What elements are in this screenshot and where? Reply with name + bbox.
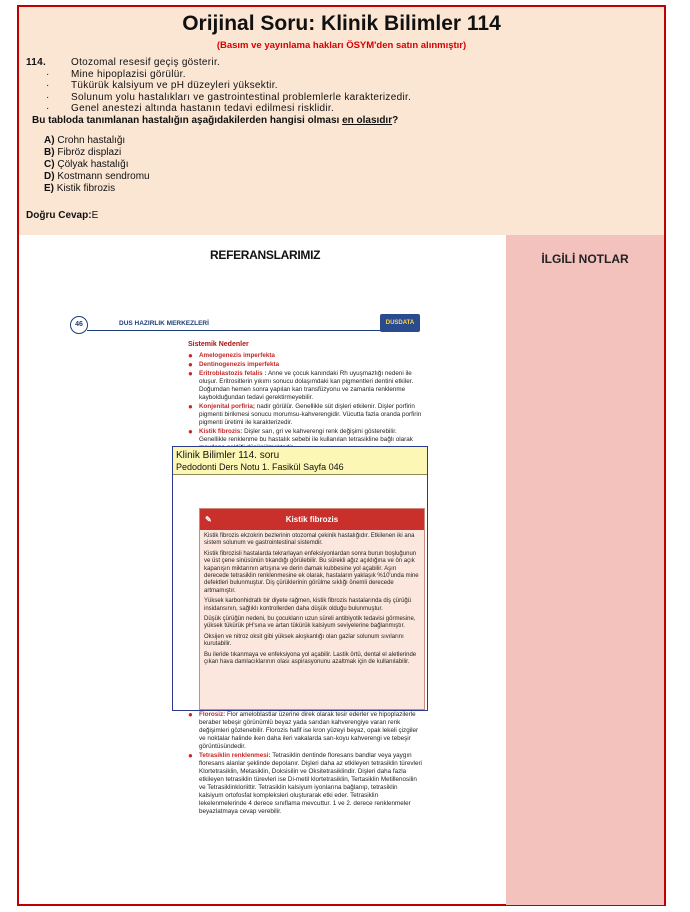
bullet-marker: · xyxy=(46,91,50,103)
notes-title: İLGİLİ NOTLAR xyxy=(541,252,629,266)
bullet-dot-icon: ● xyxy=(188,751,193,760)
bullet-dot-icon: ● xyxy=(188,710,193,719)
book-item: ● Konjenital porfiria; nadir görülür. Genellikle süt dişleri etkilenir. Dişler porfirin pigmenti birikmesi sonucu morumsu-kahverengidir. Vücutta fazla oranda porfirin pigmenti üretimi ile karakterizedir. xyxy=(188,402,422,426)
info-paragraph: Bu ileride tıkanmaya ve enfeksiyona yol açabilir. Lastik örtü, dental el aletlerinde çıkan hava damlacıklarının olası aspirasyonunu azaltmak için de kullanılabilir. xyxy=(204,651,417,666)
book-header: DUS HAZIRLIK MERKEZLERİ xyxy=(119,320,209,327)
bullet-marker: · xyxy=(46,68,50,80)
bullet-dot-icon: ● xyxy=(188,360,193,369)
bullet-text: Tükürük kalsiyum ve pH düzeyleri yüksektir. xyxy=(71,80,278,92)
reference-highlight-box xyxy=(172,446,428,711)
stem-end: ? xyxy=(392,114,399,126)
book-item: ● Kistik fibrozis: Dişler sarı, gri ve kahverengi renk değişimi gösterebilir. Genellikle renklenme bu hastalık sebebi ile kullanılan tetrasikline bağlı olarak xyxy=(188,427,413,443)
answer-value: E xyxy=(91,210,99,221)
info-paragraph: Yüksek karbonhidratlı bir diyete rağmen, kistik fibrozis hastalarında diş çürüğü insidansının, sağlıklı kontrollerden daha düşük olduğu bulunmuştur. xyxy=(204,598,412,612)
bullet-dot-icon: ● xyxy=(188,351,193,360)
bullet-text: Solunum yolu hastalıkları ve gastrointestinal problemlerle karakterizedir. xyxy=(71,91,412,103)
bullet-dot-icon: ● xyxy=(188,402,193,411)
book-item: ● Tetrasiklin renklenmesi: Tetrasiklin dentinde floresans bandlar veya yaygın floresans alanlar şeklinde depolanır. Dişleri daha az etkileyen tetrasiklin türevleri Klortetrasiklin, Metasiklin, Doksisilin ve Oksitetrasiklindir. Dişleri daha fazla etkileyen tetrasiklin türevleri ise Di-metil klortetrasiklin, Tertasiklin Metillenosilin ve Tetrasiklinkloriittir. Tetrasiklin kalsiyum iyonlarına bağlanıp, tetrasiklin kalsiyum ortofosfat kompleksleri oluşturarak etki eder. Tetrasiklin lekelenmelerinde 4 derece sınıflama mevcuttur. 1 ve 2. derece renklenmeler beyazlatmaya cevap verebilir. xyxy=(188,751,422,815)
option-b[interactable]: B) Fibröz displazi xyxy=(44,147,122,158)
info-paragraph: Düşük çürüğün nedeni, bu çocukların uzun süreli antibiyotik tedavisi görmesine, yüksek tükürük pH'sına ve artan tükürük kalsiyum seviyelerine bağlanmıştır. xyxy=(204,616,416,630)
info-paragraph: Kistik fibrozisli hastalarda tekrarlayan enfeksiyonlardan sonra burun boşluğunun ve üst çene sinüsünün tıkandığı görülebilir. Bu sürekli ağız açıklığına ve ön açık kapanışın miktarının artışına ve derin damak kubbesine yol açabilir. Aşırı derecede tetrasiklin renklenmesine ek olarak, hastaların yaklaşık %10'unda mine defektleri bulunmuştur. Diş çürüklerinin görülme sıklığı önemli derecede artmamıştır. xyxy=(204,550,419,594)
book-item: ● Dentinogenezis imperfekta xyxy=(188,360,280,369)
answer-options xyxy=(44,135,150,195)
section-title: Sistemik Nedenler xyxy=(188,341,249,348)
reference-caption xyxy=(173,447,427,475)
bullet-text: Mine hipoplazisi görülür. xyxy=(71,68,186,80)
book-page-number: 46 xyxy=(70,316,88,334)
pen-icon: ✎ xyxy=(205,515,212,524)
references-title: REFERANSLARIMIZ xyxy=(210,248,321,262)
book-item: ● Eritroblastozis fetalis : Anne ve çocuk kanındaki Rh uyuşmazlığı nedeni ile oluşur. Eritrositlerin yıkımı sonucu dolaşımdaki kan pigmentleri dentini etkiler. Doğumdan hemen sonra yapılan kan transfüzyonu ve zamanla renklenme kaybolduğundan tedavi gerektirmeyebilir. xyxy=(188,369,414,401)
book-item-list-2 xyxy=(188,711,423,817)
option-d[interactable]: D) Kostmann sendromu xyxy=(44,171,150,182)
reference-source: Pedodonti Ders Notu 1. Fasikül Sayfa 046 xyxy=(176,462,344,472)
bullet-text: Genel anestezi altında hastanın tedavi edilmesi risklidir. xyxy=(71,103,335,115)
correct-answer xyxy=(26,210,98,221)
book-logo: DUSDATA xyxy=(380,314,420,332)
bullet-dot-icon: ● xyxy=(188,427,193,436)
stem-underlined: en olasıdır xyxy=(342,114,393,126)
option-a[interactable]: A) Crohn hastalığı xyxy=(44,135,126,146)
copyright-notice: (Basım ve yayınlama hakları ÖSYM'den satın alınmıştır) xyxy=(216,40,467,51)
answer-label: Doğru Cevap: xyxy=(26,210,92,221)
book-item: ● Amelogenezis imperfekta xyxy=(188,351,275,360)
book-item: ● Florosiz: Flor ameloblastlar üzerine direk olarak tesir ederler ve hipoplazilerle beraber tebeşir görünümlü beyaz yada sarıdan kahverengiye varan renk değişimleri gözlenebilir. Florozis hafif ise kron yüzeyi beyaz, opak lekeli çizgiler ve noktalar halinde iken daha ileri vakalarda sarı-koyu kahverengi ve tebeşir görüntüsündedir. xyxy=(188,710,419,750)
bullet-dot-icon: ● xyxy=(188,369,193,378)
reference-question: Klinik Bilimler 114. soru xyxy=(176,450,280,461)
bullet-text: Otozomal resesif geçiş gösterir. xyxy=(71,57,221,68)
question-number: 114. xyxy=(26,57,47,68)
bullet-marker: · xyxy=(46,103,50,115)
bullet-marker: · xyxy=(46,80,50,92)
notes-panel xyxy=(506,235,664,905)
stem-text: Bu tabloda tanımlanan hastalığın aşağıdakilerden hangisi olması xyxy=(32,114,343,126)
info-box-title: Kistik fibrozis xyxy=(285,515,339,524)
info-paragraph: Kistik fibrozis ekzokrin bezlerinin otozomal çekinik hastalığıdır. Etkilenen iki ana sistem solunum ve gastrointestinal sistemdir. xyxy=(204,533,415,547)
option-e[interactable]: E) Kistik fibrozis xyxy=(44,183,116,194)
page-title: Orijinal Soru: Klinik Bilimler 114 xyxy=(182,12,501,35)
info-paragraph: Oksijen ve nitroz oksit gibi yüksek akışkanlığı olan gazlar solunum sıvılarını kurutabilir. xyxy=(204,633,404,648)
book-item-list xyxy=(188,352,423,453)
option-c[interactable]: C) Çölyak hastalığı xyxy=(44,159,129,170)
